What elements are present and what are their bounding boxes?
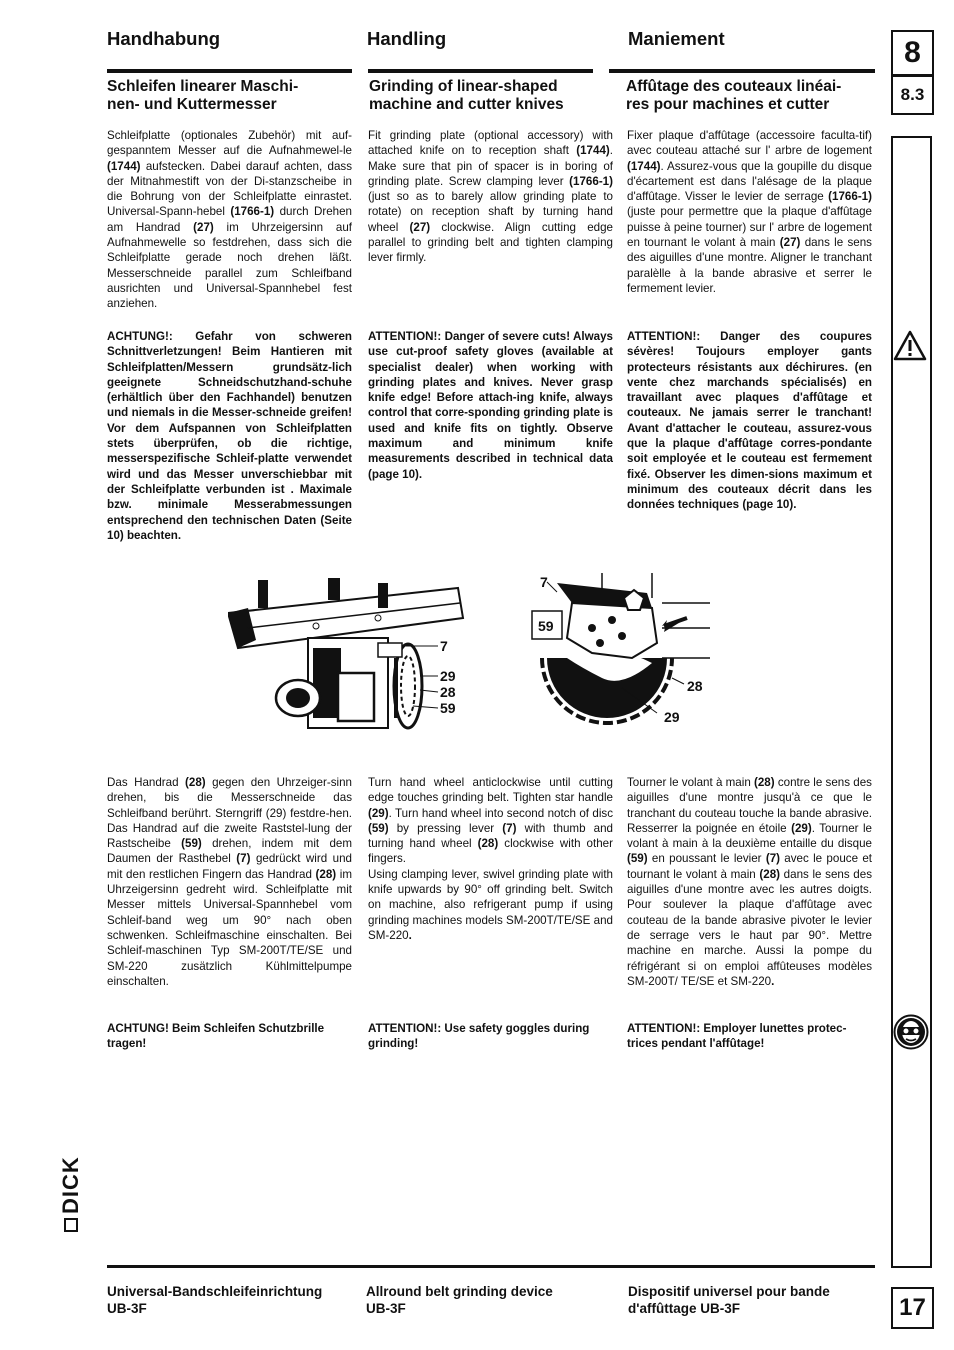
text-run: . Turn hand wheel into second notch of disc <box>388 806 613 820</box>
text-run: Turn hand wheel anticlockwise until cutting edge touches grinding belt. Tighten star handle <box>368 776 613 805</box>
bold-reference: (27) <box>193 220 214 234</box>
bold-reference: (1766-1) <box>230 205 275 219</box>
figure-right-label: 7 <box>540 574 548 590</box>
logo-emblem-icon <box>64 1218 78 1232</box>
dick-logo <box>58 1156 84 1232</box>
text-run: . Tourner le volant à main à la deuxième entaille du disque <box>627 821 872 851</box>
title-en: Grinding of linear-shaped machine and cutter knives <box>369 78 564 113</box>
body1-fr <box>627 128 872 296</box>
bold-reference: (29) <box>368 806 389 820</box>
safety-goggles-icon <box>893 1014 929 1055</box>
text-run: . Assurez-vous que la goupille du disque d'écartement est dans l'alésage de la plaque d'affûtage. Visser le levier de serrage <box>627 159 872 204</box>
bold-reference: (28) <box>754 776 775 789</box>
bold-reference: (1744) <box>627 159 661 173</box>
figure-left-label: 28 <box>440 684 456 700</box>
text-run: Fit grinding plate (optional accessory) with attached knife on to reception shaft <box>368 129 613 158</box>
figure-machine-detail <box>228 578 478 741</box>
warning2-en: ATTENTION!: Use safety goggles during grinding! <box>368 1022 590 1051</box>
warning1-en: ATTENTION!: Danger of severe cuts! Always use cut-proof safety gloves (available at specialist dealer) when working with grinding plates and knives. Never grasp knife edge! Before attach-ing knife, always control that corre-sponding grinding plate is used and knife fits on tightly. Observe maximum and minimum knife measurements described in technical data (page 10). <box>368 330 613 481</box>
text-run: clockwise with other fingers. Using clamping lever, swivel grinding plate with knife upwards by 90° off grinding belt. Switch on machine, also refrigerant pump if using grinding machines models SM-200T/TE/SE and SM-220 <box>368 837 613 942</box>
text-run: contre le sens des aiguilles d'une montre jusqu'à ce que le tranchant du couteau touche la bande abrasive. Resserrer la poignée en étoile <box>627 776 872 835</box>
bold-reference: . <box>408 928 412 942</box>
text-run: gedrückt wird und mit den restlichen Fingern das Handrad <box>107 852 353 881</box>
warning2-fr: ATTENTION!: Employer lunettes protec-trices pendant l'affûtage! <box>627 1022 847 1051</box>
text-run: with thumb and turning hand wheel <box>368 821 613 851</box>
text-run: Tourner le volant à main <box>627 776 754 789</box>
header-en: Handling <box>367 28 447 49</box>
text-run: im Uhrzeigersinn auf Aufnahmewelle so festdrehen, dass sich die Schleifplatte gerade noch drehen läßt. Messerschneide parallel zum Schleifband ausrichten und Universal-Spannhebel fest anziehen. <box>107 220 352 311</box>
text-run: aufstecken. Dabei darauf achten, dass der Mitnahmestift von der Di-stanzscheibe in die Bohrung von der Schleifplatte einrastet. Universal-Spann-hebel <box>107 159 352 219</box>
logo-text: DICK <box>58 1156 83 1214</box>
body1-de <box>107 128 352 312</box>
figure-grinding-plate <box>512 568 712 735</box>
figure-right-label: 29 <box>664 709 680 725</box>
text-run: Schleifplatte (optionales Zubehör) mit auf-gespanntem Messer auf die Aufnahmewel-le <box>107 129 352 158</box>
section-number: 8 <box>891 30 934 76</box>
bold-reference: (28) <box>315 867 337 881</box>
text-run: Fixer plaque d'affûtage (accessoire faculta-tif) avec couteau attaché sur l' arbre de logement <box>627 129 872 158</box>
header-fr: Maniement <box>628 28 725 49</box>
warning2-de: ACHTUNG! Beim Schleifen Schutzbrille tragen! <box>107 1022 325 1051</box>
bold-reference: (27) <box>409 220 431 234</box>
bold-reference: (59) <box>368 821 389 835</box>
bold-reference: . <box>771 974 775 988</box>
body1-en <box>368 128 613 266</box>
text-run: Das Handrad <box>107 776 186 789</box>
title-fr: Affûtage des couteaux linéai- res pour machines et cutter <box>626 78 842 113</box>
figure-left-label: 59 <box>440 700 456 716</box>
warning-triangle-icon <box>893 330 927 367</box>
warning1-de: ACHTUNG!: Gefahr von schweren Schnittverletzungen! Beim Hantieren mit Schleifplatten/Messern grundsätz-lich geeignete Schneidschutzhand-schuhe (erhältlich über den Fachhandel) benutzen und niemals in die Messer-schneide greifen! Vor dem Aufspannen von Schleifplatten stets überprüfen, ob die richtige, messerspezifische Schleif-platte verwendet wird und das Messer unverschiebbar mit der Schleifplatte verbunden ist . Maximale bzw. minimale Messerabmessungen entsprechend den technischen Daten (Seite 10) beachten. <box>107 330 352 542</box>
text-run: dans le sens des aiguilles d'une montre avec les autres doigts. Pour soulever la plaque d'affûtage avec couteau de la bande abrasive pivoter le levier de serrage vers le haut par 90°. Mettre machine en marche. Aussi la pompe du réfrigérant si on emploi affûteuses modèles SM-200T/ TE/SE et SM-220 <box>627 867 873 988</box>
bold-reference: (7) <box>502 821 517 835</box>
text-run: avec le pouce et tournant le volant à main <box>627 852 872 881</box>
text-run: clockwise. Align cutting edge parallel to grinding belt and tighten clamping lever firmly. <box>368 220 613 265</box>
bold-reference: (1766-1) <box>569 174 613 188</box>
bold-reference: (1744) <box>107 159 141 173</box>
subsection-number: 8.3 <box>891 75 934 115</box>
bold-reference: (29) <box>791 821 812 835</box>
bottom-rule <box>107 1265 875 1268</box>
text-run: by pressing lever <box>388 821 503 835</box>
bold-reference: (1744) <box>576 144 610 158</box>
text-run: (juste pour permettre que la plaque d'affûtage puisse à peine tourner) sur l' arbre de logement en tournant le volant à main <box>627 205 872 250</box>
bold-reference: (28) <box>759 867 781 881</box>
bold-reference: (59) <box>627 852 648 866</box>
side-bar <box>891 136 932 1268</box>
bold-reference: (7) <box>765 852 780 866</box>
text-run: durch Drehen am Handrad <box>107 205 352 234</box>
footer-de: Universal-Bandschleifeinrichtung UB-3F <box>107 1284 323 1316</box>
body2-de <box>107 775 352 989</box>
title-de: Schleifen linearer Maschi- nen- und Kuttermesser <box>107 78 299 113</box>
bold-reference: (7) <box>236 852 251 866</box>
text-run: im Uhrzeigersinn gedreht wird. Schleifplatte mit Messer mittels Universal-Spannhebel vom Schleif-band weg um 90° nach oben schwenken. Schleifmaschine einschalten. Bei Schleif-maschinen Typ SM-200T/TE/SE und SM-220 zusätzlich Kühlmittelpumpe einschalten. <box>107 867 352 988</box>
bold-reference: (1766-1) <box>828 190 872 204</box>
text-run: en poussant le levier <box>647 852 766 866</box>
text-run: (just so as to barely allow grinding plate to rotate) on reception shaft by turning hand wheel <box>368 190 613 234</box>
page-number: 17 <box>891 1287 934 1329</box>
text-run: drehen, indem mit dem Daumen der Rasthebel <box>107 837 352 866</box>
bold-reference: (59) <box>181 837 202 851</box>
body2-en <box>368 775 613 943</box>
figure-left-label: 7 <box>440 638 448 654</box>
text-run: gegen den Uhrzeiger-sinn drehen, bis die Messerschneide das Schleifband berührt. Sterngriff (29) festdre-hen. Das Handrad auf die zweite Raststel-lung der Rastscheibe <box>107 776 352 851</box>
bold-reference: (28) <box>477 837 499 851</box>
text-run: . Make sure that pin of spacer is in boring of grinding plate. Screw clamping lever <box>368 144 613 188</box>
bold-reference: (28) <box>185 776 206 789</box>
figure-right-label: 28 <box>687 678 703 694</box>
warning1-fr: ATTENTION!: Danger des coupures sévères! Toujours employer gants protecteurs résistants aux déchirures. (en vente chez marchands spécialisés) en travaillant avec plaques d'affûtage et couteaux. Ne jamais serrer le tranchant! Avant d'attacher le couteau, assurez-vous que la plaque d'affûtage corres-pondante soit employée et le couteau est fermement fixé. Observer les dimen-sions maximum et minimum des couteaux décrit dans les données techniques (page 10). <box>627 330 872 512</box>
footer-fr: Dispositif universel pour bande d'affûttage UB-3F <box>628 1284 830 1316</box>
figure-right-label: 59 <box>538 618 554 634</box>
footer-en: Allround belt grinding device UB-3F <box>366 1284 553 1316</box>
top-rule <box>107 69 875 73</box>
header-de: Handhabung <box>107 28 221 49</box>
figure-left-label: 29 <box>440 668 456 684</box>
text-run: dans le sens des aiguilles d'une montre. Aligner le tranchant paralèlle à la bande abrasive et serrer le fermement levier. <box>627 236 872 295</box>
body2-fr <box>627 775 872 989</box>
bold-reference: (27) <box>779 236 801 250</box>
